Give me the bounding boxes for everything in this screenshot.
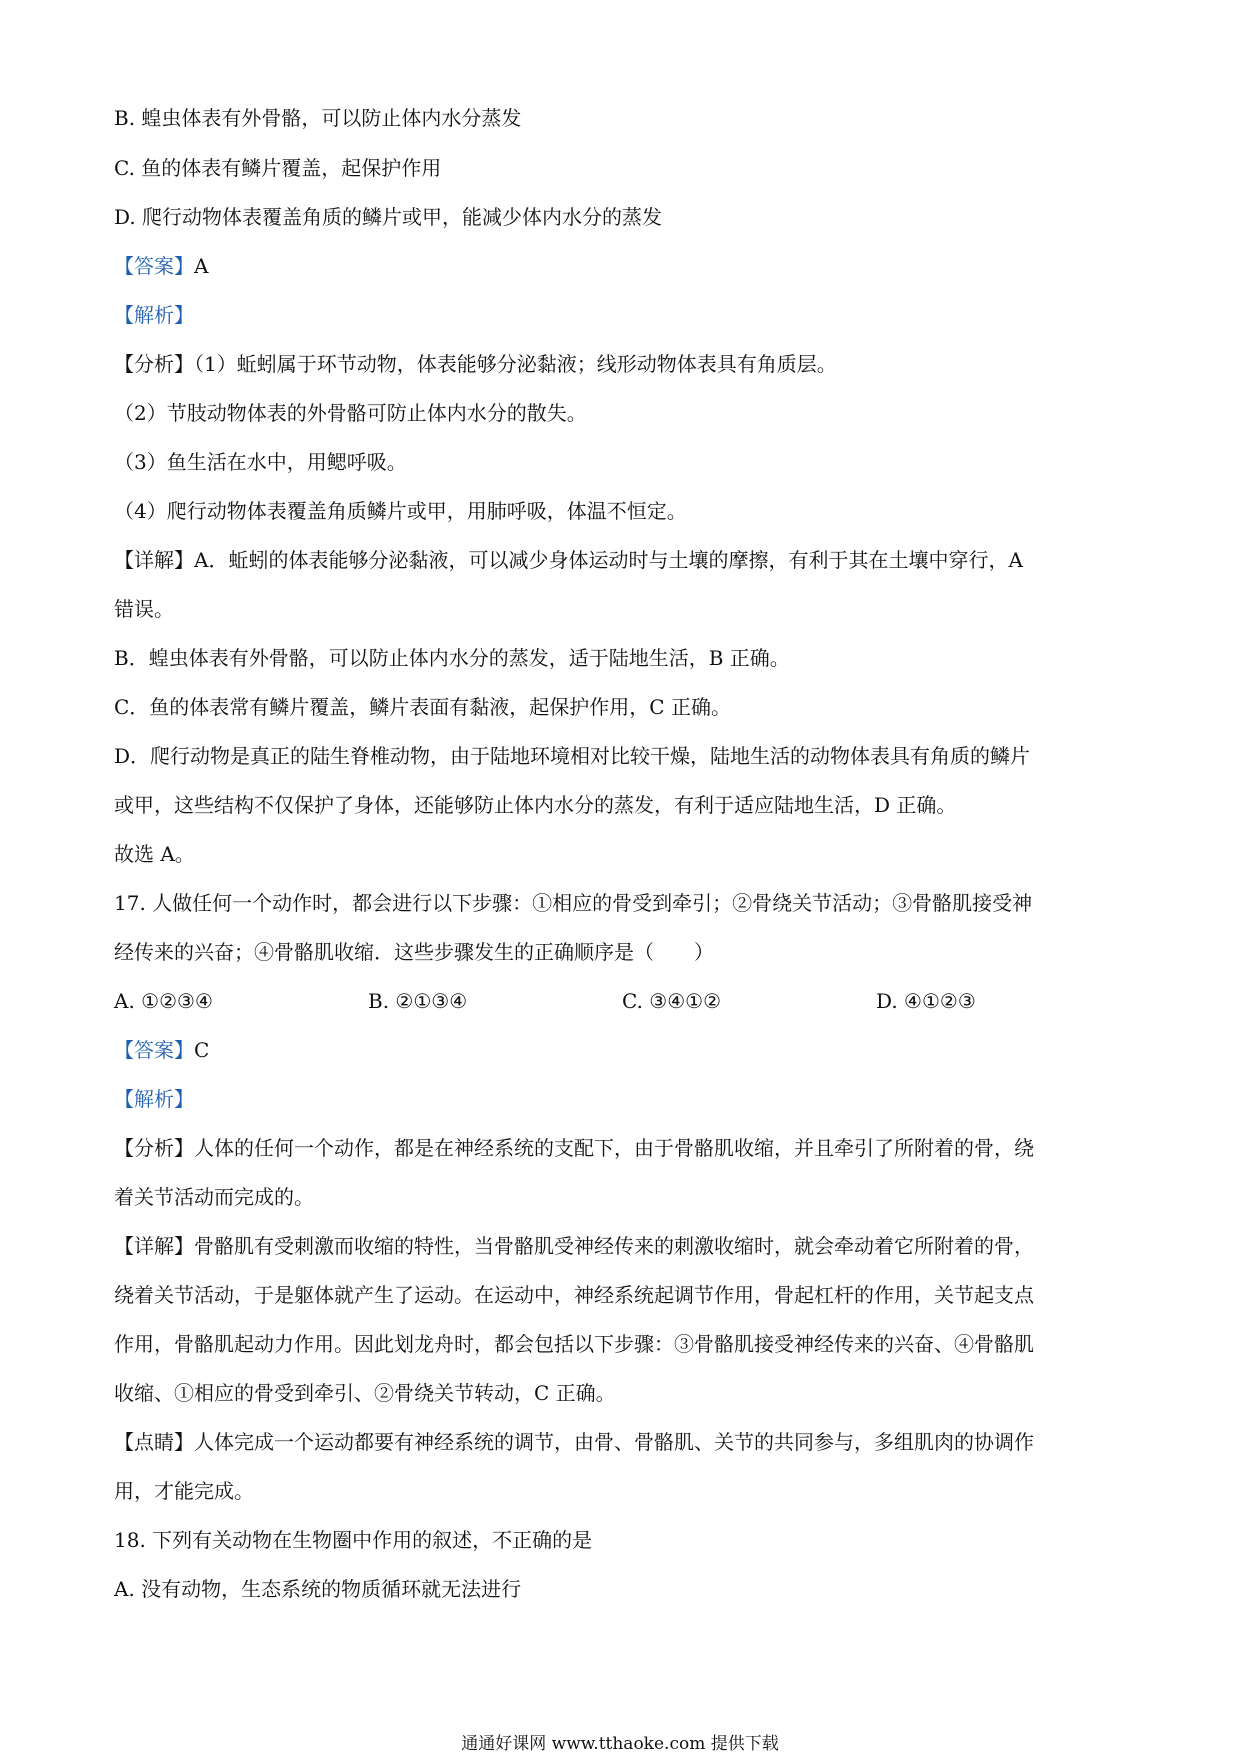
detail-tag: 【详解】 (114, 1234, 194, 1258)
fenxi-tag: 【分析】 (114, 352, 194, 376)
answer-tag: 【答案】 (114, 254, 194, 278)
analysis-tag: 【解析】 (114, 1087, 194, 1111)
q16-fenxi-1 (114, 351, 1134, 377)
answer-tag: 【答案】 (114, 1038, 194, 1062)
dianjing-text: 人体完成一个运动都要有神经系统的调节，由骨、骨骼肌、关节的共同参与，多组肌肉的协调作 (194, 1430, 1034, 1454)
q17-detail-4: 收缩、①相应的骨受到牵引、②骨绕关节转动，C 正确。 (114, 1381, 616, 1405)
q17-option-c: C. ③④①② (622, 989, 722, 1013)
q16-fenxi-4: （4）爬行动物体表覆盖角质鳞片或甲，用肺呼吸，体温不恒定。 (114, 499, 687, 523)
q16-detail-d-cont: 或甲，这些结构不仅保护了身体，还能够防止体内水分的蒸发，有利于适应陆地生活，D 正确。 (114, 793, 957, 817)
q17-analysis-heading (114, 1086, 1134, 1112)
q17-detail-3: 作用，骨骼肌起动力作用。因此划龙舟时，都会包括以下步骤：③骨骼肌接受神经传来的兴奋、④骨骼肌 (114, 1332, 1034, 1356)
q17-fenxi (114, 1135, 1134, 1161)
detail-tag: 【详解】 (114, 548, 194, 572)
q16-option-c: C. 鱼的体表有鳞片覆盖，起保护作用 (114, 156, 442, 180)
q17-option-d: D. ④①②③ (876, 989, 976, 1013)
q17-dianjing-cont: 用，才能完成。 (114, 1479, 254, 1503)
fenxi-text: （1）蚯蚓属于环节动物，体表能够分泌黏液；线形动物体表具有角质层。 (194, 352, 837, 376)
q16-detail-c: C．鱼的体表常有鳞片覆盖，鳞片表面有黏液，起保护作用，C 正确。 (114, 695, 731, 719)
q16-conclusion: 故选 A。 (114, 842, 195, 866)
fenxi-tag: 【分析】 (114, 1136, 194, 1160)
answer-value: A (194, 254, 209, 278)
q16-answer (114, 253, 1134, 279)
q16-detail-a-cont: 错误。 (114, 597, 174, 621)
q17-answer (114, 1037, 1134, 1063)
q17-dianjing (114, 1429, 1134, 1455)
dianjing-tag: 【点睛】 (114, 1430, 194, 1454)
page-footer: 通通好课网 www.tthaoke.com 提供下载 (461, 1734, 779, 1754)
q18-stem: 18. 下列有关动物在生物圈中作用的叙述，不正确的是 (114, 1528, 593, 1552)
q17-fenxi-cont: 着关节活动而完成的。 (114, 1185, 314, 1209)
q17-stem-cont: 经传来的兴奋；④骨骼肌收缩．这些步骤发生的正确顺序是（ ） (114, 940, 714, 964)
q16-detail-a (114, 547, 1134, 573)
q17-detail (114, 1233, 1134, 1259)
q16-fenxi-2: （2）节肢动物体表的外骨骼可防止体内水分的散失。 (114, 401, 587, 425)
q17-option-a: A. ①②③④ (114, 989, 213, 1013)
answer-value: C (194, 1038, 210, 1062)
q16-detail-d: D．爬行动物是真正的陆生脊椎动物，由于陆地环境相对比较干燥，陆地生活的动物体表具有角质的鳞片 (114, 744, 1031, 768)
detail-text: 骨骼肌有受刺激而收缩的特性，当骨骼肌受神经传来的刺激收缩时，就会牵动着它所附着的骨， (194, 1234, 1034, 1258)
q16-detail-b: B．蝗虫体表有外骨骼，可以防止体内水分的蒸发，适于陆地生活，B 正确。 (114, 646, 790, 670)
q17-stem: 17. 人做任何一个动作时，都会进行以下步骤：①相应的骨受到牵引；②骨绕关节活动；③骨骼肌接受神 (114, 891, 1033, 915)
detail-text: A．蚯蚓的体表能够分泌黏液，可以减少身体运动时与土壤的摩擦，有利于其在土壤中穿行，A (194, 548, 1023, 572)
q16-option-b: B. 蝗虫体表有外骨骼，可以防止体内水分蒸发 (114, 106, 522, 130)
q17-detail-2: 绕着关节活动，于是躯体就产生了运动。在运动中，神经系统起调节作用，骨起杠杆的作用，关节起支点 (114, 1283, 1034, 1307)
q16-analysis-heading (114, 302, 1134, 328)
q18-option-a: A. 没有动物，生态系统的物质循环就无法进行 (114, 1577, 522, 1601)
q17-option-b: B. ②①③④ (368, 989, 468, 1013)
q16-option-d: D. 爬行动物体表覆盖角质的鳞片或甲，能减少体内水分的蒸发 (114, 205, 663, 229)
fenxi-text: 人体的任何一个动作，都是在神经系统的支配下，由于骨骼肌收缩，并且牵引了所附着的骨，绕 (194, 1136, 1034, 1160)
q16-fenxi-3: （3）鱼生活在水中，用鳃呼吸。 (114, 450, 407, 474)
analysis-tag: 【解析】 (114, 303, 194, 327)
